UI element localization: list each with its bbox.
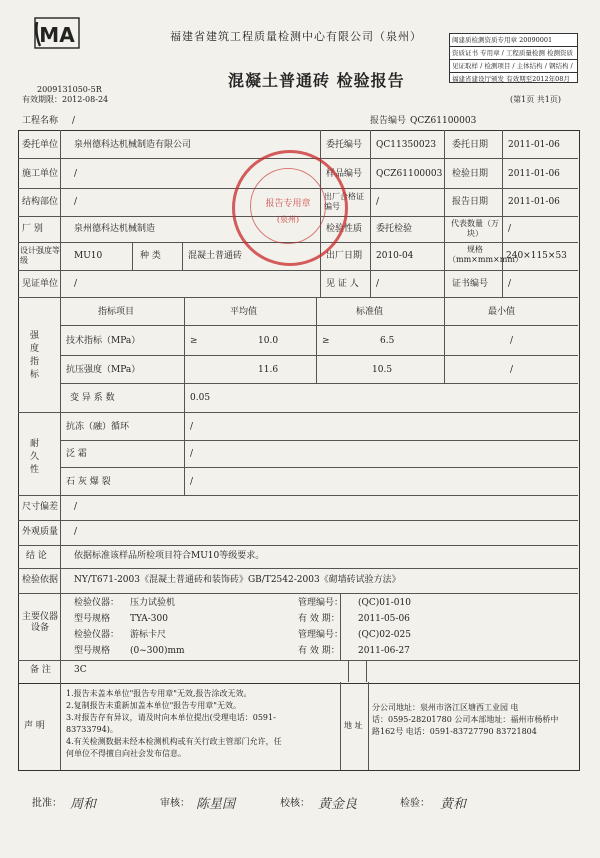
- instrument-mgmt: (QC)02-025: [358, 630, 411, 640]
- compressive-label: 抗压强度（MPa）: [66, 365, 141, 375]
- col-min-header: 最小值: [488, 307, 516, 317]
- cma-logo: [34, 14, 80, 54]
- report-no-label: 报告编号: [370, 116, 407, 126]
- row-divider: [60, 355, 578, 356]
- col-divider: [502, 130, 503, 297]
- conclusion-value: 依据标准该样品所检项目符合MU10等级要求。: [74, 551, 265, 561]
- instrument-value: 压力试验机: [130, 598, 176, 608]
- commission-no: QC11350023: [376, 140, 437, 150]
- test-label: 检验：: [400, 798, 430, 809]
- address-line: 分公司地址：泉州市洛江区塘西工业园 电: [372, 703, 519, 712]
- svg-text:MA: MA: [39, 23, 75, 47]
- row-divider: [18, 495, 578, 496]
- sample-no: QCZ61100003: [376, 169, 443, 179]
- test-date-label: 检验日期: [452, 169, 489, 179]
- statement-label: 声 明: [24, 721, 45, 731]
- row-divider: [18, 412, 578, 413]
- tech-min: /: [510, 336, 514, 346]
- tech-avg-symbol: ≥: [190, 336, 198, 346]
- check-label: 校核：: [280, 798, 310, 809]
- conclusion-label: 结 论: [26, 551, 47, 561]
- stamp-box-line: 见证取样 / 检测项目 / 主体结构 / 钢结构 /: [450, 60, 577, 73]
- report-title: 混凝土普通砖 检验报告: [228, 71, 405, 90]
- report-date-label: 报告日期: [452, 197, 489, 207]
- factory-value: 泉州德科达机械制造: [74, 224, 156, 234]
- test-date: 2011-01-06: [508, 169, 560, 179]
- spec: 240×115×53: [506, 251, 567, 261]
- row-divider: [18, 593, 578, 594]
- production-date-label: 出厂日期: [326, 251, 363, 261]
- statement-line: 2.复制报告未重新加盖本单位"报告专用章"无效。: [66, 701, 241, 710]
- org-name: 福建省建筑工程质量检测中心有限公司（泉州）: [170, 30, 422, 43]
- efflorescence-label: 泛 霜: [66, 449, 87, 459]
- instrument-value: TYA-300: [130, 614, 168, 624]
- instrument-mgmt-label: 管理编号：: [298, 598, 344, 608]
- appearance-label: 外观质量: [22, 527, 59, 537]
- construction-value: /: [74, 169, 78, 179]
- instrument-label: 型号规格: [74, 646, 111, 656]
- tech-index-label: 技术指标（MPa）: [66, 336, 141, 346]
- test-nature: 委托检验: [376, 224, 413, 234]
- statement-line: 4.有关检测数据未经本检测机构或有关行政主管部门允许，任: [66, 737, 282, 746]
- statement-line: 何单位不得擅自向社会发布信息。: [66, 749, 186, 758]
- col-divider: [184, 297, 185, 495]
- col-divider: [316, 297, 317, 383]
- tech-std-symbol: ≥: [322, 336, 330, 346]
- tech-std: 6.5: [380, 336, 395, 346]
- instrument-mgmt-label: 有 效 期：: [298, 614, 340, 624]
- durability-group-label: 耐久性: [30, 439, 40, 475]
- review-label: 审核：: [160, 798, 190, 809]
- report-date: 2011-01-06: [508, 197, 560, 207]
- client-label: 委托单位: [22, 140, 59, 150]
- instrument-mgmt: (QC)01-010: [358, 598, 411, 608]
- report-no: QCZ61100003: [410, 116, 477, 126]
- check-signature: 黄金良: [318, 797, 358, 812]
- cv-value: 0.05: [190, 393, 211, 403]
- quantity: /: [508, 224, 512, 234]
- row-divider: [18, 270, 578, 271]
- factory-cert-label: 出厂合格证编号: [324, 192, 364, 211]
- freeze-thaw-label: 抗冻（融）循环: [66, 422, 130, 432]
- instrument-mgmt: 2011-06-27: [358, 646, 410, 656]
- structure-label: 结构部位: [22, 197, 59, 207]
- row-divider: [18, 297, 578, 298]
- instrument-label: 检验仪器：: [74, 598, 120, 608]
- witness-value: /: [74, 279, 78, 289]
- instrument-value: (0~300)mm: [130, 646, 185, 656]
- row-divider: [18, 660, 578, 661]
- quantity-label: 代表数量（万块）: [451, 219, 499, 238]
- project-label: 工程名称: [22, 116, 59, 126]
- col-divider: [182, 242, 183, 270]
- col-divider: [60, 682, 61, 770]
- spec-label: 规格（mm×mm×mm）: [448, 245, 523, 264]
- col-item-header: 指标项目: [98, 307, 135, 317]
- col-divider: [444, 130, 445, 297]
- instrument-label: 型号规格: [74, 614, 111, 624]
- qualification-stamp-box: [449, 33, 578, 83]
- size-dev-value: /: [74, 502, 78, 512]
- basis-label: 检验依据: [22, 575, 59, 585]
- row-divider: [60, 467, 578, 468]
- instrument-label: 检验仪器：: [74, 630, 120, 640]
- instrument-mgmt-label: 管理编号：: [298, 630, 344, 640]
- sample-no-label: 样品编号: [326, 169, 363, 179]
- col-divider: [132, 242, 133, 270]
- seal-text: 报告专用章: [265, 199, 311, 209]
- stamp-box-line: 闽建质检测资质专用章 20090001: [450, 34, 577, 47]
- statement-line: 3.对报告存有异议，请及时向本单位提出(受理电话：0591-: [66, 713, 276, 722]
- factory-label: 厂 别: [22, 224, 43, 234]
- valid-until: 有效期限：2012-08-24: [22, 95, 109, 104]
- project-value: /: [72, 116, 76, 126]
- lime-burst-label: 石 灰 爆 裂: [66, 477, 111, 487]
- construction-label: 施工单位: [22, 169, 59, 179]
- cv-label: 变 异 系 数: [70, 393, 115, 403]
- remarks-value: 3C: [74, 665, 87, 675]
- col-avg-header: 平均值: [230, 307, 258, 317]
- appearance-value: /: [74, 527, 78, 537]
- witness-cert-label: 证书编号: [452, 279, 489, 289]
- col-divider: [368, 682, 369, 770]
- witness-cert: /: [508, 279, 512, 289]
- instruments-label: 主要仪器设备: [22, 612, 59, 633]
- production-date: 2010-04: [376, 251, 414, 261]
- row-divider: [18, 520, 578, 521]
- test-signature: 黄和: [440, 797, 467, 812]
- address-label: 地 址: [344, 721, 363, 730]
- kind: 混凝土普通砖: [188, 251, 243, 261]
- client-value: 泉州德科达机械制造有限公司: [74, 140, 192, 150]
- freeze-thaw-value: /: [190, 422, 194, 432]
- commission-no-label: 委托编号: [326, 140, 363, 150]
- instrument-value: 游标卡尺: [130, 630, 167, 640]
- strength-group-label: 强度指标: [30, 331, 40, 380]
- design-grade-label: 设计强度等级: [20, 246, 60, 265]
- col-divider: [60, 130, 61, 682]
- efflorescence-value: /: [190, 449, 194, 459]
- basis-value: NY/T671-2003《混凝土普通砖和装饰砖》GB/T2542-2003《砌墙砖试验方法》: [74, 575, 401, 585]
- statement-line: 83733794)。: [66, 725, 118, 734]
- stamp-box-line: 福建省建设厅颁发 有效期至2012年08月: [452, 75, 570, 83]
- col-divider: [340, 682, 341, 770]
- row-divider: [60, 440, 578, 441]
- design-grade: MU10: [74, 251, 103, 261]
- test-nature-label: 检验性质: [326, 224, 363, 234]
- col-divider: [370, 130, 371, 297]
- lime-burst-value: /: [190, 477, 194, 487]
- instrument-mgmt: 2011-05-06: [358, 614, 410, 624]
- commission-date: 2011-01-06: [508, 140, 560, 150]
- structure-value: /: [74, 197, 78, 207]
- row-divider: [18, 568, 578, 569]
- col-divider: [348, 660, 349, 682]
- col-divider: [444, 297, 445, 383]
- compressive-avg: 11.6: [258, 365, 279, 375]
- stamp-box-line: 资质证书 专用章 / 工程质量检测 检测资质: [450, 47, 577, 60]
- commission-date-label: 委托日期: [452, 140, 489, 150]
- col-std-header: 标准值: [356, 307, 384, 317]
- size-dev-label: 尺寸偏差: [22, 502, 59, 512]
- col-divider: [366, 660, 367, 682]
- factory-cert: /: [376, 197, 380, 207]
- remarks-label: 备 注: [30, 665, 51, 675]
- row-divider: [60, 325, 578, 326]
- compressive-min: /: [510, 365, 514, 375]
- row-divider: [18, 545, 578, 546]
- kind-label: 种 类: [140, 251, 161, 261]
- row-divider: [60, 383, 578, 384]
- witness-person-label: 见 证 人: [326, 279, 359, 289]
- statement-line: 1.报告未盖本单位"报告专用章"无效,报告涂改无效。: [66, 689, 252, 698]
- tech-avg: 10.0: [258, 336, 279, 346]
- seal-subtext: (泉州): [276, 215, 300, 224]
- compressive-std: 10.5: [372, 365, 393, 375]
- review-signature: 陈星国: [196, 797, 236, 812]
- approve-signature: 周和: [70, 797, 97, 812]
- approve-label: 批准：: [32, 798, 62, 809]
- page-indicator: (第1页 共1页): [510, 95, 561, 104]
- witness-label: 见证单位: [22, 279, 59, 289]
- address-line: 话：0595-28201780 公司本部地址：福州市杨桥中: [372, 715, 559, 724]
- witness-person: /: [376, 279, 380, 289]
- instrument-mgmt-label: 有 效 期：: [298, 646, 340, 656]
- cert-number: 2009131050-5R: [37, 85, 102, 94]
- address-line: 路162号 电话：0591-83727790 83721804: [372, 727, 537, 736]
